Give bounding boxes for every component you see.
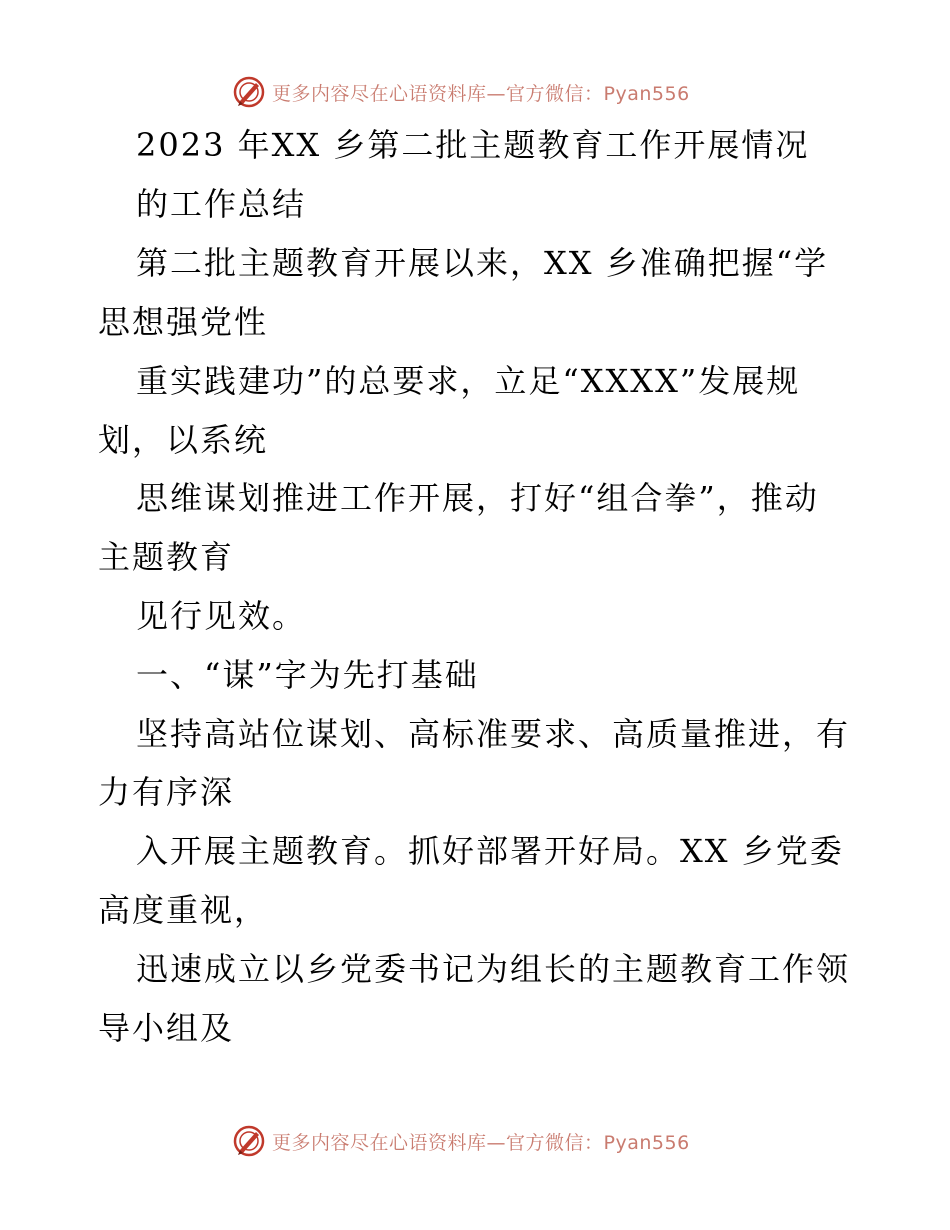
watermark-text: 更多内容尽在心语资料库—官方微信：Pyan556 [272, 1131, 690, 1154]
paragraph-line: 主题教育 [98, 538, 235, 576]
paragraph-line: 迅速成立以乡党委书记为组长的主题教育工作领 [136, 950, 851, 988]
paragraph-line: 高度重视， [98, 891, 269, 929]
paragraph-line: 入开展主题教育。抓好部署开好局。XX 乡党委 [136, 832, 844, 870]
paragraph-line: 导小组及 [98, 1009, 235, 1047]
title-line-2: 的工作总结 [136, 185, 307, 223]
paragraph-line: 力有序深 [98, 773, 235, 811]
paragraph-line: 坚持高站位谋划、高标准要求、高质量推进，有 [136, 715, 851, 753]
footer-watermark [232, 1121, 732, 1161]
paragraph-line: 第二批主题教育开展以来，XX 乡准确把握“学 [136, 244, 829, 282]
paragraph-line: 划，以系统 [98, 421, 269, 459]
paragraph-line: 重实践建功”的总要求，立足“XXXX”发展规 [136, 362, 801, 400]
section-heading: 一、“谋”字为先打基础 [136, 656, 479, 694]
watermark-text: 更多内容尽在心语资料库—官方微信：Pyan556 [272, 82, 690, 105]
title-line-1: 2023 年XX 乡第二批主题教育工作开展情况 [136, 126, 810, 164]
pen-logo-icon [232, 1124, 266, 1158]
paragraph-line: 见行见效。 [136, 597, 307, 635]
paragraph-line: 思想强党性 [98, 303, 269, 341]
paragraph-line: 思维谋划推进工作开展，打好“组合拳”，推动 [136, 479, 819, 517]
